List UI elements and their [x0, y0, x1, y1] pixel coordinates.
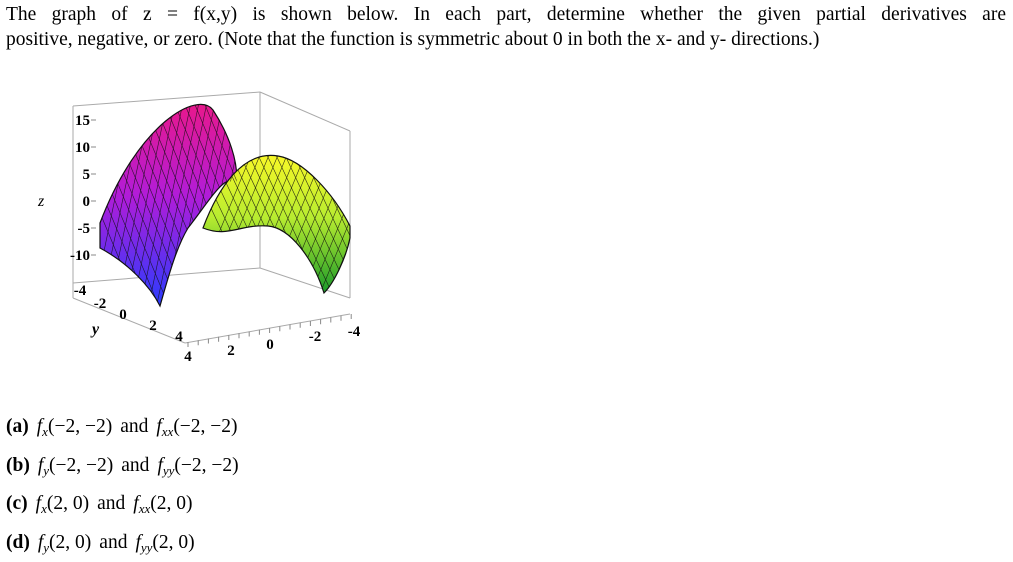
func-symbol: f — [135, 532, 140, 553]
surface-plot-svg — [28, 88, 388, 378]
subscript: x — [42, 424, 48, 439]
y-tick-label: 0 — [119, 307, 127, 323]
z-tick-label: 15 — [75, 113, 90, 129]
x-tick-label: -4 — [348, 324, 361, 340]
conjunction: and — [121, 455, 149, 476]
conjunction: and — [120, 416, 148, 437]
z-tick-label: -5 — [78, 221, 91, 237]
arguments: (2, 0) — [152, 532, 194, 553]
x-tick-label: 0 — [266, 337, 274, 353]
z-axis-ticks — [70, 113, 96, 264]
arguments: (2, 0) — [47, 493, 89, 514]
z-tick-label: 0 — [83, 194, 91, 210]
problem-line-1: The graph of z = f(x,y) is shown below. In each part, determine whether the given partial derivatives are — [6, 2, 1006, 27]
func-symbol: f — [133, 493, 138, 514]
part-c — [6, 485, 239, 524]
func-symbol: f — [157, 455, 162, 476]
z-tick-label: 10 — [75, 140, 90, 156]
mesh-line — [359, 138, 388, 308]
saddle-surface — [48, 88, 388, 328]
subscript: y — [43, 540, 49, 555]
part-d — [6, 524, 239, 562]
conjunction: and — [99, 532, 127, 553]
z-tick-label: 5 — [83, 167, 91, 183]
x-tick-label: 4 — [184, 349, 192, 365]
part-a — [6, 408, 239, 447]
subscript: xx — [162, 424, 174, 439]
func-symbol: f — [37, 416, 42, 437]
y-tick-label: -4 — [74, 283, 87, 299]
func-symbol: f — [38, 532, 43, 553]
y-axis-label: y — [90, 321, 100, 338]
conjunction: and — [97, 493, 125, 514]
y-tick-label: 2 — [149, 318, 157, 334]
z-tick-label: -10 — [70, 248, 90, 264]
z-axis-label: z — [37, 193, 45, 210]
surface-plot — [28, 88, 388, 383]
problem-statement — [6, 2, 1006, 52]
y-tick-label: -2 — [94, 296, 107, 312]
question-parts — [6, 408, 239, 562]
mesh-line — [350, 138, 388, 308]
arguments: (−2, −2) — [48, 416, 112, 437]
mesh-line — [349, 138, 388, 308]
subscript: y — [43, 463, 49, 478]
arguments: (2, 0) — [49, 532, 91, 553]
arguments: (−2, −2) — [173, 416, 237, 437]
part-label: (a) — [6, 416, 29, 437]
func-symbol: f — [156, 416, 161, 437]
subscript: yy — [141, 540, 153, 555]
x-tick-label: -2 — [309, 329, 322, 345]
part-label: (c) — [6, 493, 28, 514]
subscript: yy — [163, 463, 175, 478]
subscript: x — [41, 501, 47, 516]
func-symbol: f — [36, 493, 41, 514]
x-axis-ticks — [184, 314, 360, 365]
y-tick-label: 4 — [175, 329, 183, 345]
arguments: (2, 0) — [150, 493, 192, 514]
arguments: (−2, −2) — [174, 455, 238, 476]
subscript: xx — [139, 501, 151, 516]
part-label: (d) — [6, 532, 30, 553]
part-label: (b) — [6, 455, 30, 476]
problem-line-2: positive, negative, or zero. (Note that the function is symmetric about 0 in both the x- and y- directions.) — [6, 27, 1006, 52]
x-tick-label: 2 — [227, 343, 235, 359]
func-symbol: f — [38, 455, 43, 476]
part-b — [6, 447, 239, 486]
arguments: (−2, −2) — [49, 455, 113, 476]
